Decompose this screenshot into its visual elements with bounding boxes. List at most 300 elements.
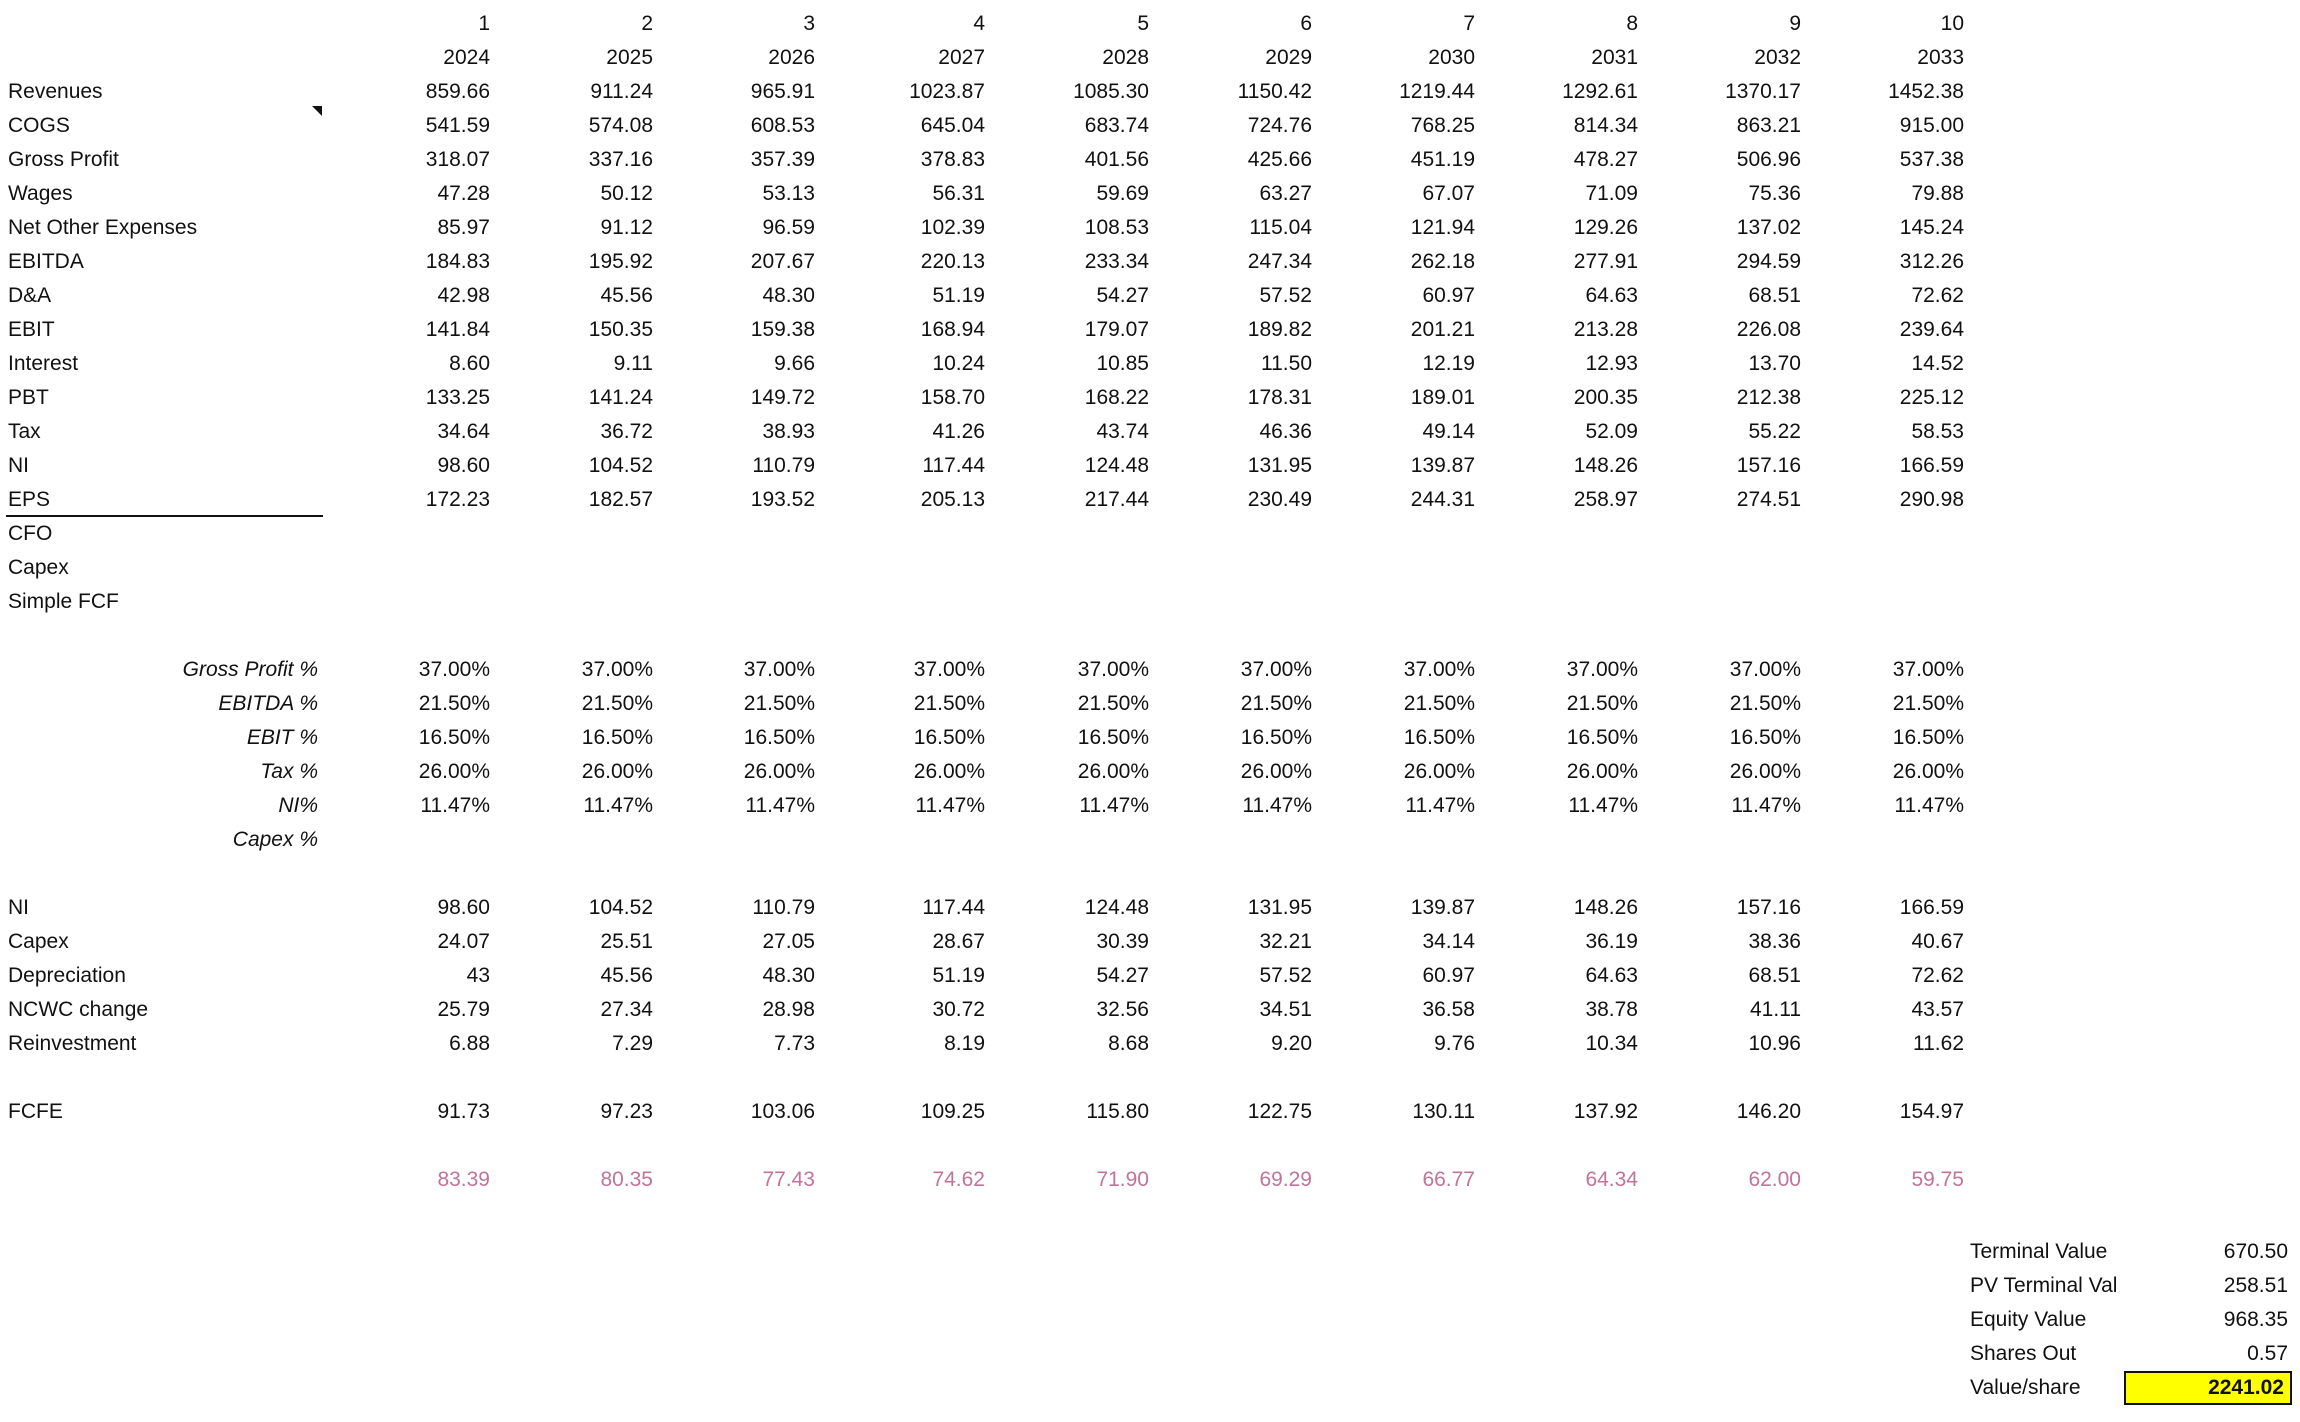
value-cell[interactable]: 159.38 bbox=[750, 318, 815, 341]
row-label[interactable]: Capex bbox=[8, 556, 69, 579]
value-cell[interactable]: 230.49 bbox=[1247, 488, 1312, 511]
year-header-cell[interactable]: 2029 bbox=[1265, 46, 1312, 69]
value-cell[interactable]: 247.34 bbox=[1247, 250, 1312, 273]
summary-value[interactable]: 258.51 bbox=[2223, 1274, 2288, 1297]
value-cell[interactable]: 277.91 bbox=[1573, 250, 1638, 273]
value-cell[interactable]: 239.64 bbox=[1899, 318, 1964, 341]
value-cell[interactable]: 79.88 bbox=[1911, 182, 1964, 205]
row-label[interactable]: D&A bbox=[8, 284, 52, 307]
ratio-value-cell[interactable]: 11.47% bbox=[1731, 794, 1801, 817]
value-cell[interactable]: 30.39 bbox=[1096, 930, 1149, 953]
value-cell[interactable]: 60.97 bbox=[1422, 964, 1475, 987]
value-cell[interactable]: 36.58 bbox=[1422, 998, 1475, 1021]
value-cell[interactable]: 768.25 bbox=[1410, 114, 1475, 137]
value-cell[interactable]: 608.53 bbox=[750, 114, 815, 137]
value-cell[interactable]: 814.34 bbox=[1573, 114, 1638, 137]
value-cell[interactable]: 27.34 bbox=[600, 998, 653, 1021]
ratio-value-cell[interactable]: 16.50% bbox=[913, 726, 985, 749]
value-cell[interactable]: 1085.30 bbox=[1073, 80, 1149, 103]
row-label[interactable]: Net Other Expenses bbox=[8, 216, 198, 239]
row-label[interactable]: EBITDA bbox=[8, 250, 84, 273]
value-cell[interactable]: 683.74 bbox=[1084, 114, 1149, 137]
ratio-value-cell[interactable]: 21.50% bbox=[1729, 692, 1801, 715]
value-cell[interactable]: 863.21 bbox=[1736, 114, 1801, 137]
period-number-cell[interactable]: 4 bbox=[973, 12, 985, 35]
value-cell[interactable]: 91.12 bbox=[600, 216, 653, 239]
value-cell[interactable]: 9.76 bbox=[1434, 1032, 1475, 1055]
value-cell[interactable]: 201.21 bbox=[1410, 318, 1475, 341]
fcfe-value-cell[interactable]: 97.23 bbox=[600, 1100, 653, 1123]
pv-fcfe-cell[interactable]: 74.62 bbox=[932, 1168, 985, 1191]
value-cell[interactable]: 102.39 bbox=[920, 216, 985, 239]
value-cell[interactable]: 645.04 bbox=[920, 114, 985, 137]
row-label[interactable]: COGS bbox=[8, 114, 70, 137]
value-cell[interactable]: 110.79 bbox=[752, 454, 815, 477]
value-cell[interactable]: 137.02 bbox=[1736, 216, 1801, 239]
ratio-value-cell[interactable]: 21.50% bbox=[913, 692, 985, 715]
value-cell[interactable]: 141.24 bbox=[588, 386, 653, 409]
value-cell[interactable]: 98.60 bbox=[437, 454, 490, 477]
pv-fcfe-cell[interactable]: 62.00 bbox=[1748, 1168, 1801, 1191]
value-cell[interactable]: 541.59 bbox=[425, 114, 490, 137]
value-cell[interactable]: 59.69 bbox=[1096, 182, 1149, 205]
value-cell[interactable]: 478.27 bbox=[1573, 148, 1638, 171]
value-cell[interactable]: 10.34 bbox=[1585, 1032, 1638, 1055]
value-cell[interactable]: 205.13 bbox=[920, 488, 985, 511]
pv-fcfe-cell[interactable]: 77.43 bbox=[762, 1168, 815, 1191]
value-cell[interactable]: 57.52 bbox=[1259, 284, 1312, 307]
value-cell[interactable]: 213.28 bbox=[1573, 318, 1638, 341]
value-cell[interactable]: 49.14 bbox=[1422, 420, 1475, 443]
summary-label[interactable]: Terminal Value bbox=[1970, 1240, 2108, 1263]
value-cell[interactable]: 8.68 bbox=[1108, 1032, 1149, 1055]
value-cell[interactable]: 34.51 bbox=[1259, 998, 1312, 1021]
period-number-cell[interactable]: 10 bbox=[1940, 12, 1964, 35]
summary-value[interactable]: 968.35 bbox=[2223, 1308, 2288, 1331]
value-cell[interactable]: 193.52 bbox=[750, 488, 815, 511]
value-cell[interactable]: 53.13 bbox=[762, 182, 815, 205]
value-cell[interactable]: 11.50 bbox=[1261, 352, 1312, 375]
summary-value[interactable]: 670.50 bbox=[2223, 1240, 2288, 1263]
value-cell[interactable]: 54.27 bbox=[1096, 964, 1149, 987]
value-cell[interactable]: 148.26 bbox=[1573, 454, 1638, 477]
value-cell[interactable]: 262.18 bbox=[1410, 250, 1475, 273]
ratio-label[interactable]: Tax % bbox=[260, 760, 318, 783]
value-cell[interactable]: 290.98 bbox=[1899, 488, 1964, 511]
value-cell[interactable]: 217.44 bbox=[1084, 488, 1149, 511]
value-cell[interactable]: 911.24 bbox=[590, 80, 653, 103]
period-number-cell[interactable]: 9 bbox=[1789, 12, 1801, 35]
row-label[interactable]: Simple FCF bbox=[8, 590, 119, 613]
value-cell[interactable]: 45.56 bbox=[600, 284, 653, 307]
ratio-value-cell[interactable]: 21.50% bbox=[743, 692, 815, 715]
value-cell[interactable]: 13.70 bbox=[1748, 352, 1801, 375]
value-cell[interactable]: 131.95 bbox=[1247, 454, 1312, 477]
value-cell[interactable]: 25.79 bbox=[437, 998, 490, 1021]
value-cell[interactable]: 168.94 bbox=[920, 318, 985, 341]
value-cell[interactable]: 36.72 bbox=[600, 420, 653, 443]
value-cell[interactable]: 64.63 bbox=[1585, 964, 1638, 987]
value-cell[interactable]: 72.62 bbox=[1911, 964, 1964, 987]
ratio-value-cell[interactable]: 37.00% bbox=[418, 658, 490, 681]
value-cell[interactable]: 98.60 bbox=[437, 896, 490, 919]
value-cell[interactable]: 425.66 bbox=[1247, 148, 1312, 171]
ratio-value-cell[interactable]: 16.50% bbox=[743, 726, 815, 749]
ratio-value-cell[interactable]: 37.00% bbox=[1403, 658, 1475, 681]
value-cell[interactable]: 244.31 bbox=[1410, 488, 1475, 511]
value-cell[interactable]: 41.11 bbox=[1750, 998, 1801, 1021]
ratio-label[interactable]: NI% bbox=[278, 794, 318, 817]
value-cell[interactable]: 63.27 bbox=[1259, 182, 1312, 205]
value-cell[interactable]: 7.73 bbox=[774, 1032, 815, 1055]
value-cell[interactable]: 318.07 bbox=[425, 148, 490, 171]
period-number-cell[interactable]: 2 bbox=[641, 12, 653, 35]
value-cell[interactable]: 189.82 bbox=[1247, 318, 1312, 341]
ratio-value-cell[interactable]: 21.50% bbox=[1240, 692, 1312, 715]
row-label[interactable]: Depreciation bbox=[8, 964, 126, 987]
pv-fcfe-cell[interactable]: 83.39 bbox=[437, 1168, 490, 1191]
fcfe-value-cell[interactable]: 115.80 bbox=[1086, 1100, 1149, 1123]
value-cell[interactable]: 148.26 bbox=[1573, 896, 1638, 919]
pv-fcfe-cell[interactable]: 66.77 bbox=[1422, 1168, 1475, 1191]
value-cell[interactable]: 1452.38 bbox=[1888, 80, 1964, 103]
ratio-value-cell[interactable]: 16.50% bbox=[1077, 726, 1149, 749]
year-header-cell[interactable]: 2027 bbox=[938, 46, 985, 69]
ratio-value-cell[interactable]: 16.50% bbox=[581, 726, 653, 749]
value-cell[interactable]: 294.59 bbox=[1736, 250, 1801, 273]
ratio-value-cell[interactable]: 21.50% bbox=[581, 692, 653, 715]
row-label[interactable]: EPS bbox=[8, 488, 51, 511]
year-header-cell[interactable]: 2024 bbox=[443, 46, 490, 69]
value-cell[interactable]: 139.87 bbox=[1410, 896, 1475, 919]
value-cell[interactable]: 1219.44 bbox=[1399, 80, 1475, 103]
ratio-value-cell[interactable]: 26.00% bbox=[1729, 760, 1801, 783]
ratio-value-cell[interactable]: 16.50% bbox=[418, 726, 490, 749]
value-cell[interactable]: 52.09 bbox=[1585, 420, 1638, 443]
value-cell[interactable]: 57.52 bbox=[1259, 964, 1312, 987]
row-label[interactable]: Gross Profit bbox=[8, 148, 119, 171]
value-cell[interactable]: 133.25 bbox=[425, 386, 490, 409]
value-cell[interactable]: 157.16 bbox=[1736, 896, 1801, 919]
value-cell[interactable]: 10.24 bbox=[932, 352, 985, 375]
value-cell[interactable]: 124.48 bbox=[1084, 896, 1149, 919]
value-cell[interactable]: 200.35 bbox=[1573, 386, 1638, 409]
row-label[interactable]: NI bbox=[8, 896, 29, 919]
value-cell[interactable]: 36.19 bbox=[1585, 930, 1638, 953]
value-cell[interactable]: 158.70 bbox=[920, 386, 985, 409]
ratio-value-cell[interactable]: 26.00% bbox=[1566, 760, 1638, 783]
value-cell[interactable]: 451.19 bbox=[1410, 148, 1475, 171]
row-label[interactable]: NCWC change bbox=[8, 998, 149, 1021]
value-cell[interactable]: 337.16 bbox=[588, 148, 653, 171]
row-label[interactable]: NI bbox=[8, 454, 29, 477]
ratio-value-cell[interactable]: 37.00% bbox=[1566, 658, 1638, 681]
fcfe-value-cell[interactable]: 103.06 bbox=[750, 1100, 815, 1123]
value-cell[interactable]: 212.38 bbox=[1736, 386, 1801, 409]
fcfe-value-cell[interactable]: 122.75 bbox=[1247, 1100, 1312, 1123]
value-cell[interactable]: 12.93 bbox=[1585, 352, 1638, 375]
ratio-value-cell[interactable]: 11.47% bbox=[1568, 794, 1638, 817]
ratio-label[interactable]: Gross Profit % bbox=[182, 658, 318, 681]
summary-label[interactable]: Shares Out bbox=[1970, 1342, 2077, 1365]
value-cell[interactable]: 51.19 bbox=[932, 284, 985, 307]
summary-label[interactable]: PV Terminal Val bbox=[1970, 1274, 2118, 1297]
value-cell[interactable]: 104.52 bbox=[588, 896, 653, 919]
value-cell[interactable]: 28.67 bbox=[932, 930, 985, 953]
value-cell[interactable]: 27.05 bbox=[762, 930, 815, 953]
value-cell[interactable]: 38.36 bbox=[1748, 930, 1801, 953]
ratio-value-cell[interactable]: 26.00% bbox=[418, 760, 490, 783]
fcfe-value-cell[interactable]: 91.73 bbox=[437, 1100, 490, 1123]
value-cell[interactable]: 226.08 bbox=[1736, 318, 1801, 341]
summary-label[interactable]: Equity Value bbox=[1970, 1308, 2087, 1331]
value-cell[interactable]: 124.48 bbox=[1084, 454, 1149, 477]
value-cell[interactable]: 34.14 bbox=[1422, 930, 1475, 953]
ratio-value-cell[interactable]: 11.47% bbox=[745, 794, 815, 817]
value-cell[interactable]: 30.72 bbox=[932, 998, 985, 1021]
ratio-value-cell[interactable]: 26.00% bbox=[1077, 760, 1149, 783]
value-cell[interactable]: 10.96 bbox=[1748, 1032, 1801, 1055]
value-cell[interactable]: 129.26 bbox=[1573, 216, 1638, 239]
value-cell[interactable]: 50.12 bbox=[600, 182, 653, 205]
year-header-cell[interactable]: 2033 bbox=[1917, 46, 1964, 69]
value-cell[interactable]: 117.44 bbox=[922, 896, 985, 919]
period-number-cell[interactable]: 1 bbox=[478, 12, 490, 35]
value-cell[interactable]: 11.62 bbox=[1913, 1032, 1964, 1055]
fcfe-value-cell[interactable]: 130.11 bbox=[1412, 1100, 1475, 1123]
value-cell[interactable]: 7.29 bbox=[612, 1032, 653, 1055]
summary-label[interactable]: Value/share bbox=[1970, 1376, 2081, 1399]
value-cell[interactable]: 28.98 bbox=[762, 998, 815, 1021]
value-cell[interactable]: 195.92 bbox=[588, 250, 653, 273]
ratio-value-cell[interactable]: 37.00% bbox=[1077, 658, 1149, 681]
value-cell[interactable]: 58.53 bbox=[1911, 420, 1964, 443]
value-cell[interactable]: 9.20 bbox=[1271, 1032, 1312, 1055]
value-cell[interactable]: 104.52 bbox=[588, 454, 653, 477]
ratio-value-cell[interactable]: 21.50% bbox=[1077, 692, 1149, 715]
ratio-value-cell[interactable]: 26.00% bbox=[913, 760, 985, 783]
comment-indicator-icon[interactable] bbox=[312, 106, 322, 116]
ratio-value-cell[interactable]: 26.00% bbox=[1892, 760, 1964, 783]
year-header-cell[interactable]: 2028 bbox=[1102, 46, 1149, 69]
value-cell[interactable]: 1370.17 bbox=[1725, 80, 1801, 103]
ratio-value-cell[interactable]: 26.00% bbox=[581, 760, 653, 783]
value-cell[interactable]: 139.87 bbox=[1410, 454, 1475, 477]
fcfe-label[interactable]: FCFE bbox=[8, 1100, 63, 1123]
value-cell[interactable]: 915.00 bbox=[1899, 114, 1964, 137]
value-cell[interactable]: 150.35 bbox=[588, 318, 653, 341]
ratio-value-cell[interactable]: 11.47% bbox=[1079, 794, 1149, 817]
value-cell[interactable]: 12.19 bbox=[1422, 352, 1475, 375]
value-cell[interactable]: 32.56 bbox=[1096, 998, 1149, 1021]
ratio-value-cell[interactable]: 16.50% bbox=[1240, 726, 1312, 749]
value-cell[interactable]: 46.36 bbox=[1259, 420, 1312, 443]
ratio-value-cell[interactable]: 37.00% bbox=[581, 658, 653, 681]
year-header-cell[interactable]: 2031 bbox=[1591, 46, 1638, 69]
value-cell[interactable]: 60.97 bbox=[1422, 284, 1475, 307]
value-cell[interactable]: 48.30 bbox=[762, 284, 815, 307]
value-per-share-cell[interactable]: 2241.02 bbox=[2124, 1371, 2292, 1405]
value-cell[interactable]: 141.84 bbox=[425, 318, 490, 341]
value-cell[interactable]: 51.19 bbox=[932, 964, 985, 987]
row-label[interactable]: Tax bbox=[8, 420, 41, 443]
value-cell[interactable]: 42.98 bbox=[437, 284, 490, 307]
ratio-label[interactable]: EBIT % bbox=[246, 726, 318, 749]
value-cell[interactable]: 357.39 bbox=[750, 148, 815, 171]
value-cell[interactable]: 25.51 bbox=[600, 930, 653, 953]
year-header-cell[interactable]: 2030 bbox=[1428, 46, 1475, 69]
value-cell[interactable]: 179.07 bbox=[1084, 318, 1149, 341]
value-cell[interactable]: 1023.87 bbox=[909, 80, 985, 103]
value-cell[interactable]: 274.51 bbox=[1736, 488, 1801, 511]
value-cell[interactable]: 68.51 bbox=[1748, 964, 1801, 987]
ratio-value-cell[interactable]: 21.50% bbox=[1566, 692, 1638, 715]
value-cell[interactable]: 233.34 bbox=[1084, 250, 1149, 273]
pv-fcfe-cell[interactable]: 80.35 bbox=[600, 1168, 653, 1191]
pv-fcfe-cell[interactable]: 71.90 bbox=[1096, 1168, 1149, 1191]
row-label[interactable]: Revenues bbox=[8, 80, 103, 103]
row-label[interactable]: Reinvestment bbox=[8, 1032, 137, 1055]
ratio-value-cell[interactable]: 11.47% bbox=[420, 794, 490, 817]
value-cell[interactable]: 178.31 bbox=[1247, 386, 1312, 409]
year-header-cell[interactable]: 2025 bbox=[606, 46, 653, 69]
value-cell[interactable]: 55.22 bbox=[1748, 420, 1801, 443]
value-cell[interactable]: 166.59 bbox=[1899, 454, 1964, 477]
ratio-value-cell[interactable]: 26.00% bbox=[743, 760, 815, 783]
value-cell[interactable]: 312.26 bbox=[1899, 250, 1964, 273]
value-cell[interactable]: 108.53 bbox=[1084, 216, 1149, 239]
value-cell[interactable]: 43.57 bbox=[1911, 998, 1964, 1021]
value-cell[interactable]: 10.85 bbox=[1096, 352, 1149, 375]
ratio-value-cell[interactable]: 11.47% bbox=[1242, 794, 1312, 817]
ratio-value-cell[interactable]: 11.47% bbox=[583, 794, 653, 817]
value-cell[interactable]: 859.66 bbox=[425, 80, 490, 103]
value-cell[interactable]: 45.56 bbox=[600, 964, 653, 987]
value-cell[interactable]: 537.38 bbox=[1899, 148, 1964, 171]
fcfe-value-cell[interactable]: 146.20 bbox=[1736, 1100, 1801, 1123]
value-cell[interactable]: 220.13 bbox=[920, 250, 985, 273]
value-cell[interactable]: 258.97 bbox=[1573, 488, 1638, 511]
value-cell[interactable]: 48.30 bbox=[762, 964, 815, 987]
ratio-value-cell[interactable]: 16.50% bbox=[1892, 726, 1964, 749]
ratio-value-cell[interactable]: 11.47% bbox=[1405, 794, 1475, 817]
row-label[interactable]: CFO bbox=[8, 522, 53, 545]
value-cell[interactable]: 67.07 bbox=[1422, 182, 1475, 205]
pv-fcfe-cell[interactable]: 64.34 bbox=[1585, 1168, 1638, 1191]
value-cell[interactable]: 506.96 bbox=[1736, 148, 1801, 171]
value-cell[interactable]: 166.59 bbox=[1899, 896, 1964, 919]
ratio-value-cell[interactable]: 37.00% bbox=[743, 658, 815, 681]
period-number-cell[interactable]: 8 bbox=[1626, 12, 1638, 35]
value-cell[interactable]: 72.62 bbox=[1911, 284, 1964, 307]
value-cell[interactable]: 8.19 bbox=[944, 1032, 985, 1055]
value-cell[interactable]: 38.93 bbox=[762, 420, 815, 443]
period-number-cell[interactable]: 7 bbox=[1463, 12, 1475, 35]
value-cell[interactable]: 75.36 bbox=[1748, 182, 1801, 205]
ratio-value-cell[interactable]: 37.00% bbox=[913, 658, 985, 681]
ratio-value-cell[interactable]: 21.50% bbox=[418, 692, 490, 715]
value-cell[interactable]: 172.23 bbox=[425, 488, 490, 511]
fcfe-value-cell[interactable]: 109.25 bbox=[920, 1100, 985, 1123]
ratio-value-cell[interactable]: 37.00% bbox=[1892, 658, 1964, 681]
row-label[interactable]: Wages bbox=[8, 182, 73, 205]
ratio-label[interactable]: Capex % bbox=[232, 828, 318, 851]
ratio-value-cell[interactable]: 26.00% bbox=[1403, 760, 1475, 783]
fcfe-value-cell[interactable]: 137.92 bbox=[1573, 1100, 1638, 1123]
ratio-value-cell[interactable]: 37.00% bbox=[1729, 658, 1801, 681]
ratio-value-cell[interactable]: 26.00% bbox=[1240, 760, 1312, 783]
value-cell[interactable]: 121.94 bbox=[1410, 216, 1475, 239]
value-cell[interactable]: 110.79 bbox=[752, 896, 815, 919]
value-cell[interactable]: 71.09 bbox=[1585, 182, 1638, 205]
value-cell[interactable]: 40.67 bbox=[1911, 930, 1964, 953]
ratio-value-cell[interactable]: 37.00% bbox=[1240, 658, 1312, 681]
value-cell[interactable]: 182.57 bbox=[588, 488, 653, 511]
ratio-value-cell[interactable]: 11.47% bbox=[915, 794, 985, 817]
value-cell[interactable]: 1292.61 bbox=[1562, 80, 1638, 103]
value-cell[interactable]: 9.66 bbox=[774, 352, 815, 375]
year-header-cell[interactable]: 2026 bbox=[768, 46, 815, 69]
value-cell[interactable]: 184.83 bbox=[425, 250, 490, 273]
ratio-label[interactable]: EBITDA % bbox=[218, 692, 318, 715]
value-cell[interactable]: 189.01 bbox=[1410, 386, 1475, 409]
value-cell[interactable]: 207.67 bbox=[750, 250, 815, 273]
pv-fcfe-cell[interactable]: 59.75 bbox=[1911, 1168, 1964, 1191]
value-cell[interactable]: 85.97 bbox=[437, 216, 490, 239]
value-cell[interactable]: 9.11 bbox=[613, 352, 653, 375]
pv-fcfe-cell[interactable]: 69.29 bbox=[1259, 1168, 1312, 1191]
value-cell[interactable]: 56.31 bbox=[932, 182, 985, 205]
value-cell[interactable]: 32.21 bbox=[1259, 930, 1312, 953]
fcfe-value-cell[interactable]: 154.97 bbox=[1899, 1100, 1964, 1123]
value-cell[interactable]: 145.24 bbox=[1899, 216, 1964, 239]
ratio-value-cell[interactable]: 16.50% bbox=[1403, 726, 1475, 749]
value-cell[interactable]: 117.44 bbox=[922, 454, 985, 477]
row-label[interactable]: Capex bbox=[8, 930, 69, 953]
value-cell[interactable]: 41.26 bbox=[932, 420, 985, 443]
summary-value[interactable]: 0.57 bbox=[2247, 1342, 2288, 1365]
row-label[interactable]: PBT bbox=[8, 386, 49, 409]
value-cell[interactable]: 68.51 bbox=[1748, 284, 1801, 307]
value-cell[interactable]: 43.74 bbox=[1096, 420, 1149, 443]
value-cell[interactable]: 157.16 bbox=[1736, 454, 1801, 477]
value-cell[interactable]: 34.64 bbox=[437, 420, 490, 443]
ratio-value-cell[interactable]: 11.47% bbox=[1894, 794, 1964, 817]
value-cell[interactable]: 378.83 bbox=[920, 148, 985, 171]
value-cell[interactable]: 8.60 bbox=[449, 352, 490, 375]
value-cell[interactable]: 149.72 bbox=[750, 386, 815, 409]
ratio-value-cell[interactable]: 16.50% bbox=[1566, 726, 1638, 749]
period-number-cell[interactable]: 3 bbox=[803, 12, 815, 35]
period-number-cell[interactable]: 6 bbox=[1300, 12, 1312, 35]
value-cell[interactable]: 43 bbox=[466, 964, 490, 987]
ratio-value-cell[interactable]: 21.50% bbox=[1403, 692, 1475, 715]
value-cell[interactable]: 14.52 bbox=[1911, 352, 1964, 375]
row-label[interactable]: EBIT bbox=[8, 318, 55, 341]
value-cell[interactable]: 64.63 bbox=[1585, 284, 1638, 307]
value-cell[interactable]: 115.04 bbox=[1249, 216, 1312, 239]
value-cell[interactable]: 965.91 bbox=[750, 80, 815, 103]
value-cell[interactable]: 225.12 bbox=[1899, 386, 1964, 409]
value-cell[interactable]: 168.22 bbox=[1084, 386, 1149, 409]
period-number-cell[interactable]: 5 bbox=[1137, 12, 1149, 35]
value-cell[interactable]: 38.78 bbox=[1585, 998, 1638, 1021]
value-cell[interactable]: 96.59 bbox=[762, 216, 815, 239]
value-cell[interactable]: 131.95 bbox=[1247, 896, 1312, 919]
value-cell[interactable]: 724.76 bbox=[1247, 114, 1312, 137]
value-cell[interactable]: 6.88 bbox=[449, 1032, 490, 1055]
value-cell[interactable]: 401.56 bbox=[1084, 148, 1149, 171]
